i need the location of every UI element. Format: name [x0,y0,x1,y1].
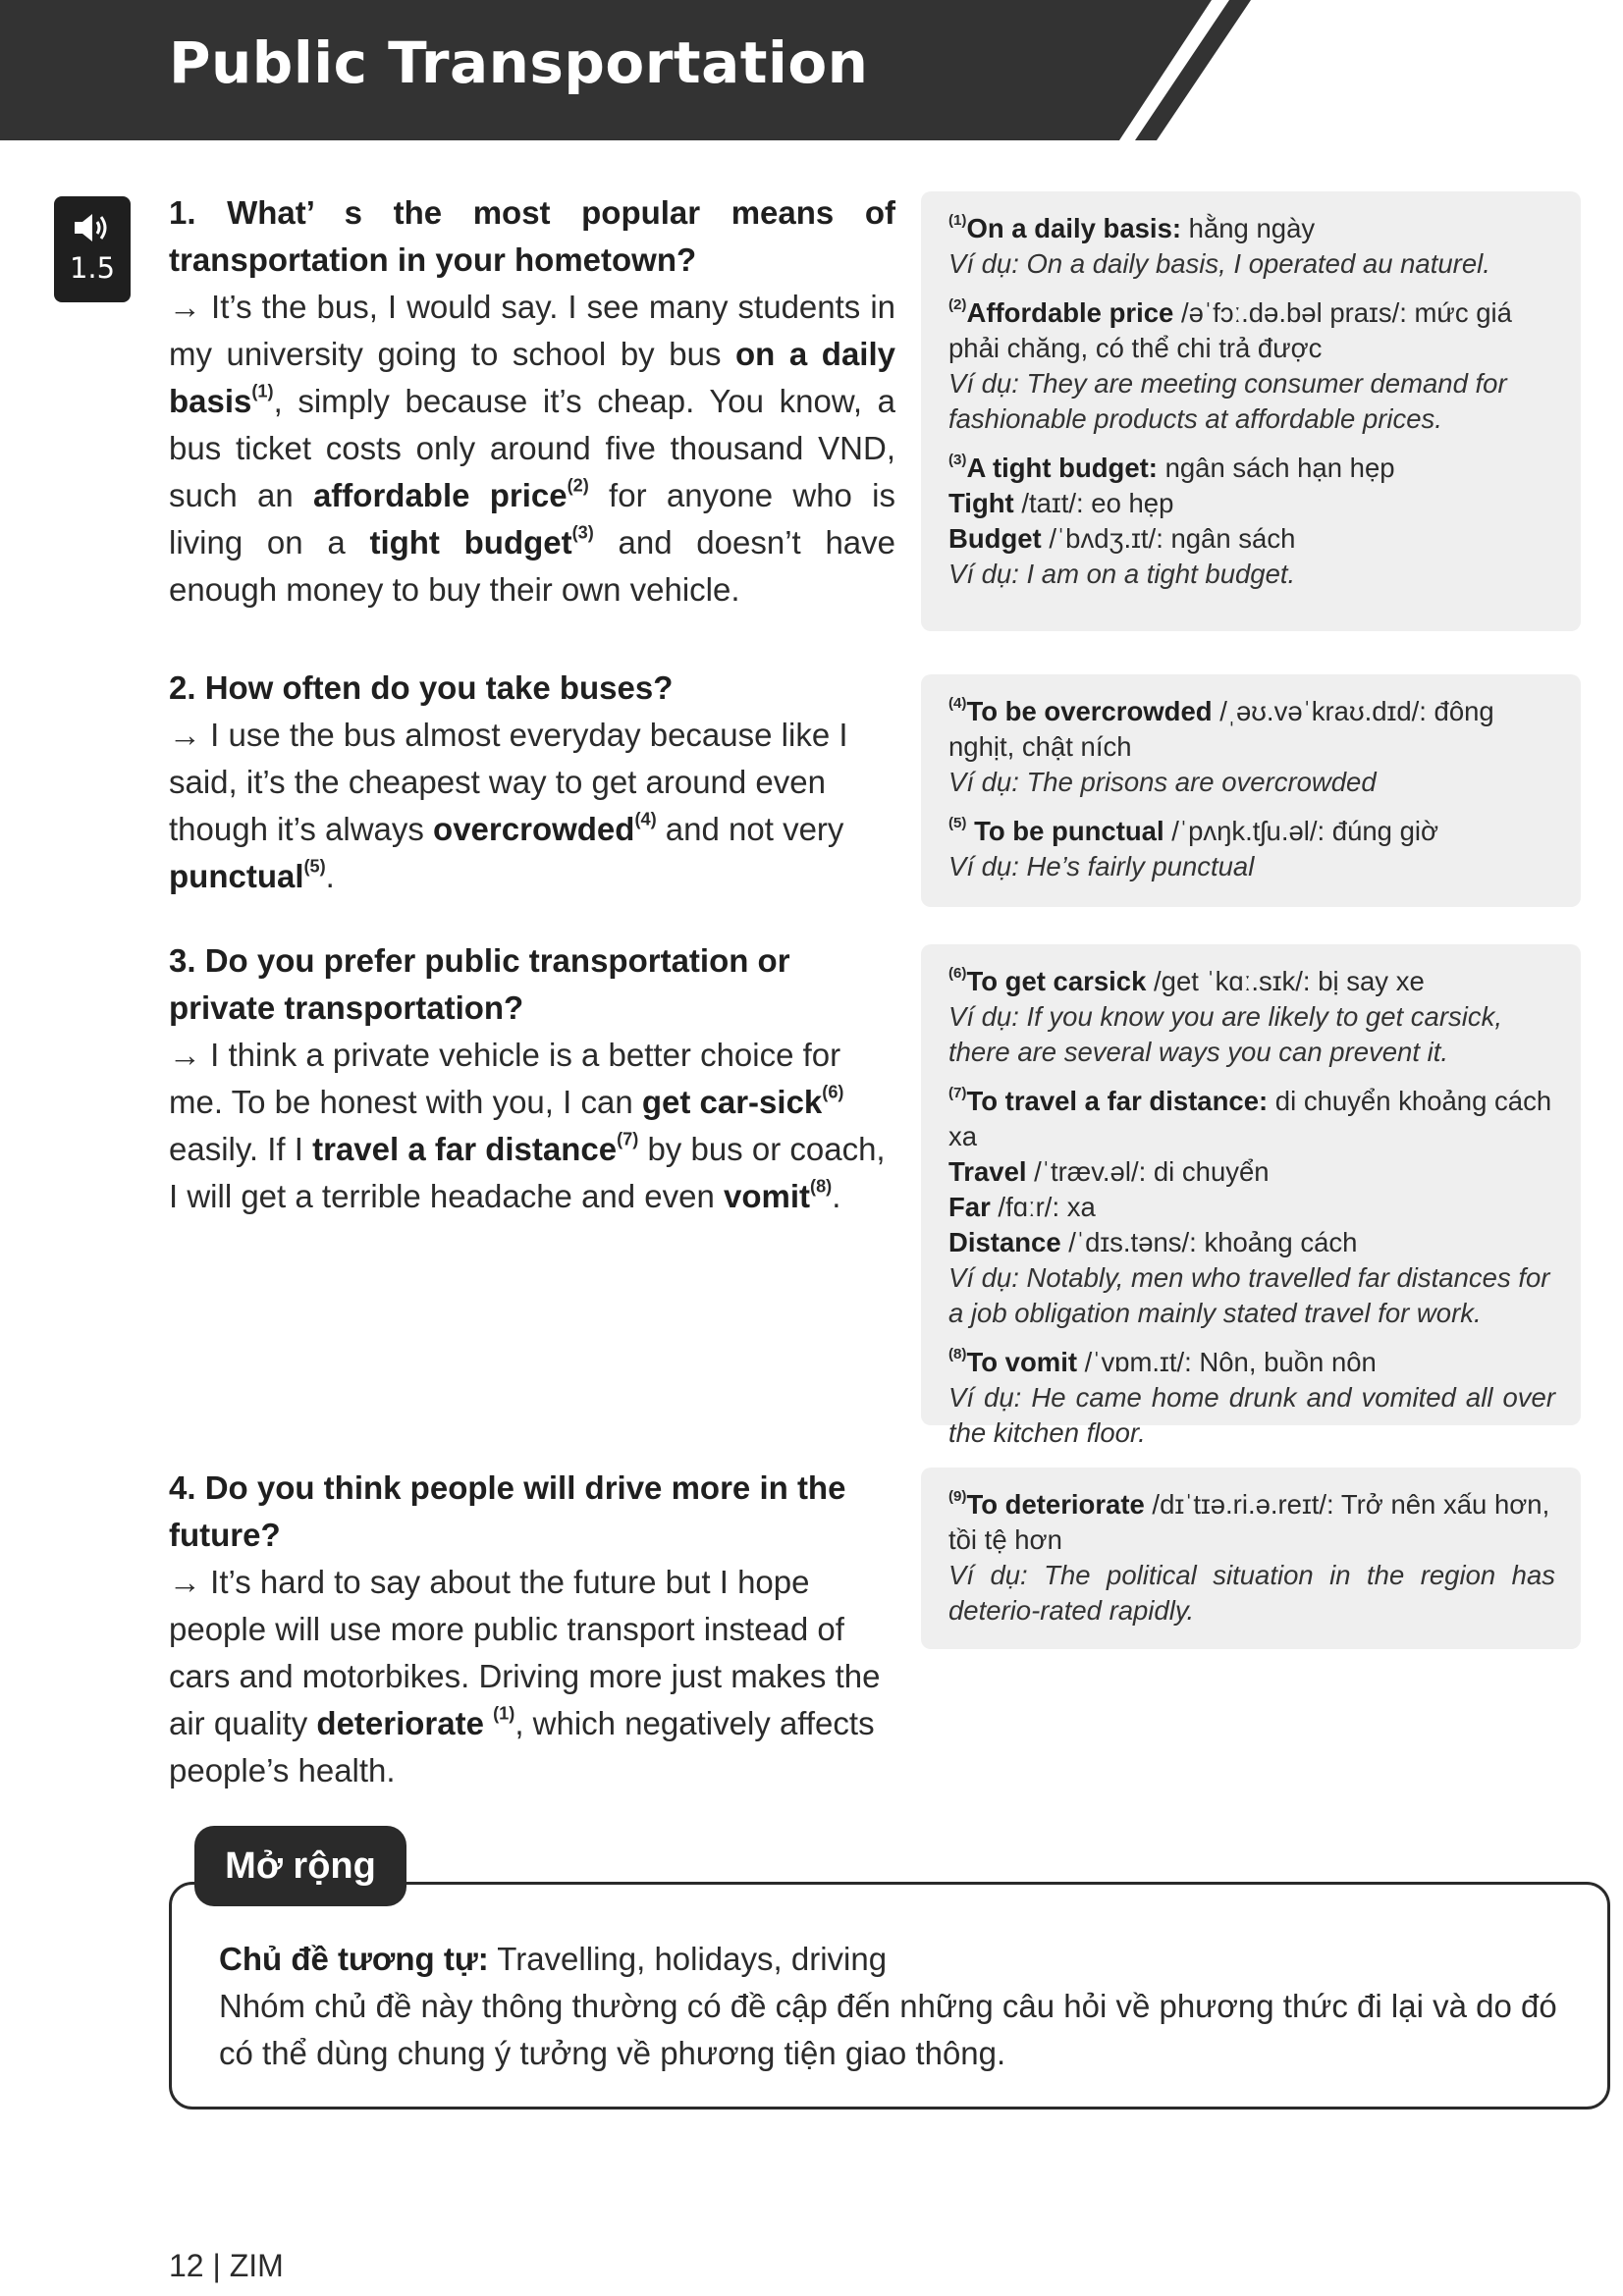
answer-3-term: travel a far distance [312,1131,618,1167]
vocab-box-2 [921,674,1581,907]
vocab-number: (9) [948,1488,967,1506]
vocab-entry [948,1487,1555,1629]
answer-3-text: . [832,1178,841,1214]
vocab-entry [948,295,1555,437]
answer-4-text: → It’s hard to say about the future but I hope people will use more public transport instead of cars and motorbikes. Driving more just makes the air quality [169,1564,881,1741]
vocab-entry [948,211,1555,282]
vocab-box-1 [921,191,1581,631]
answer-1-term: tight budget [369,524,572,561]
answer-3-term: get car-sick [641,1084,823,1120]
answer-2-text: → I use the bus almost everyday because like I said, it’s the cheapest way to get around even though it’s always [169,717,848,847]
answer-1-text: → It’s the bus, I would say. I see many students in my university going to school by bus [169,289,895,372]
answer-2-term: punctual [169,858,304,894]
vocab-number: (4) [948,695,967,713]
answer-1-term: on a daily basis [169,336,895,419]
answer-1-text: , simply because it’s cheap. You know, a bus ticket costs only around five thousand VND, such an [169,383,895,513]
footnote-ref: (1) [251,381,274,401]
vocab-definition: di chuyển khoảng cách xa [948,1086,1552,1151]
answer-4-term: deteriorate [316,1705,484,1741]
vocab-subterm: Travel [948,1156,1027,1187]
answer-3-text: by bus or coach, I will get a terrible headache and even [169,1131,886,1214]
vocab-term: To be overcrowded [966,696,1213,726]
extension-note: Nhóm chủ đề này thông thường có đề cập đến những câu hỏi về phương thức đi lại và do đó có thể dùng chung ý tưởng về phương tiện giao thông. [219,1988,1557,2071]
vocab-example: Ví dụ: The prisons are overcrowded [948,767,1377,797]
footnote-ref: (6) [822,1082,844,1102]
vocab-example: Ví dụ: I am on a tight budget. [948,559,1296,589]
audio-track-number: 1.5 [69,251,116,285]
related-topics-label: Chủ đề tương tự: [219,1941,489,1977]
vocab-definition: ngân sách hạn hẹp [1157,453,1395,483]
vocab-number: (6) [948,965,967,983]
vocab-subterm: Far [948,1192,991,1222]
footnote-ref: (5) [303,856,326,877]
vocab-term: To travel a far distance: [966,1086,1269,1116]
extension-box [169,1882,1610,2109]
page-header [0,0,1623,140]
question-1: 1. What’ s the most popular means of transportation in your hometown? [169,194,895,278]
vocab-term: To deteriorate [966,1489,1145,1520]
page-title: Public Transportation [169,29,869,96]
vocab-definition: /get ˈkɑː.sɪk/: bị say xe [1146,966,1425,996]
qa-block-3 [169,937,895,1220]
answer-3-text: → I think a private vehicle is a better choice for me. To be honest with you, I can [169,1037,841,1120]
vocab-box-3 [921,944,1581,1448]
vocab-definition: /ˌəʊ.vəˈkraʊ.dɪd/: đông nghịt, chật ních [948,696,1494,762]
vocab-example: Ví dụ: If you know you are likely to get carsick, there are several ways you can prevent it. [948,1001,1503,1067]
speaker-icon [71,210,114,245]
answer-4-text: , which negatively affects people’s health. [169,1705,875,1789]
vocab-number: (3) [948,452,967,469]
vocab-example: Ví dụ: On a daily basis, I operated au naturel. [948,248,1490,279]
vocab-term: On a daily basis: [966,213,1182,243]
vocab-example: Ví dụ: He’s fairly punctual [948,851,1255,881]
vocab-entry [948,451,1555,592]
answer-3-text: easily. If I [169,1131,313,1167]
vocab-subdefinition: /fɑːr/: xa [990,1192,1096,1222]
vocab-number: (8) [948,1346,967,1363]
qa-block-2 [169,665,895,900]
answer-2-text: . [325,858,335,894]
vocab-term: To get carsick [966,966,1147,996]
vocab-subterm: Budget [948,523,1042,554]
question-4: 4. Do you think people will drive more in the future? [169,1469,846,1553]
vocab-entry [948,814,1555,884]
vocab-term: To vomit [966,1347,1078,1377]
vocab-entry [948,694,1555,800]
answer-3-term: vomit [724,1178,811,1214]
vocab-definition: /dɪˈtɪə.ri.ə.reɪt/: Trở nên xấu hơn, tồi tệ hơn [948,1489,1550,1555]
question-3: 3. Do you prefer public transportation or private transportation? [169,942,790,1026]
vocab-term: A tight budget: [966,453,1158,483]
vocab-number: (7) [948,1085,967,1102]
answer-1-text: and doesn’t have enough money to buy their own vehicle. [169,524,896,608]
vocab-subdefinition: /ˈdɪs.təns/: khoảng cách [1060,1227,1358,1257]
vocab-number: (2) [948,296,967,314]
footnote-ref: (1) [493,1703,515,1724]
vocab-example: Ví dụ: They are meeting consumer demand for fashionable products at affordable prices. [948,368,1507,434]
vocab-box-4 [921,1468,1581,1649]
vocab-term: To be punctual [966,816,1164,846]
vocab-entry [948,1084,1555,1331]
audio-track-badge[interactable] [54,196,131,302]
footnote-ref: (8) [810,1176,833,1197]
answer-2-text: and not very [656,811,844,847]
answer-2-term: overcrowded [433,811,635,847]
vocab-definition: hằng ngày [1181,213,1316,243]
vocab-subdefinition: /ˈtræv.əl/: di chuyển [1026,1156,1270,1187]
qa-block-4 [169,1465,886,1794]
vocab-definition: /əˈfɔː.də.bəl praɪs/: mức giá phải chăng, có thể chi trả được [948,297,1512,363]
answer-1-text: for anyone who is living on a [169,477,895,561]
vocab-entry [948,964,1555,1070]
qa-block-1 [169,189,895,614]
answer-1-term: affordable price [312,477,568,513]
vocab-entry [948,1345,1555,1451]
vocab-number: (1) [948,212,967,230]
related-topics: Travelling, holidays, driving [488,1941,888,1977]
vocab-subterm: Distance [948,1227,1061,1257]
vocab-subdefinition: /taɪt/: eo hẹp [1013,488,1174,518]
vocab-example: Ví dụ: Notably, men who travelled far distances for a job obligation mainly stated travel for work. [948,1262,1550,1328]
vocab-subdefinition: /ˈbʌdʒ.ɪt/: ngân sách [1041,523,1296,554]
footnote-ref: (4) [634,809,657,829]
vocab-number: (5) [948,815,967,832]
footnote-ref: (2) [567,475,589,496]
vocab-definition: /ˈvɒm.ɪt/: Nôn, buồn nôn [1077,1347,1377,1377]
vocab-definition: /ˈpʌŋk.tʃu.əl/: đúng giờ [1163,816,1439,846]
vocab-example: Ví dụ: He came home drunk and vomited all over the kitchen floor. [948,1382,1555,1448]
vocab-term: Affordable price [966,297,1174,328]
question-2: 2. How often do you take buses? [169,669,674,706]
vocab-example: Ví dụ: The political situation in the region has deterio-rated rapidly. [948,1560,1555,1626]
extension-tab: Mở rộng [194,1826,406,1906]
footnote-ref: (3) [571,522,594,543]
page-footer: 12 | ZIM [169,2248,284,2283]
footnote-ref: (7) [617,1129,639,1149]
vocab-subterm: Tight [948,488,1014,518]
